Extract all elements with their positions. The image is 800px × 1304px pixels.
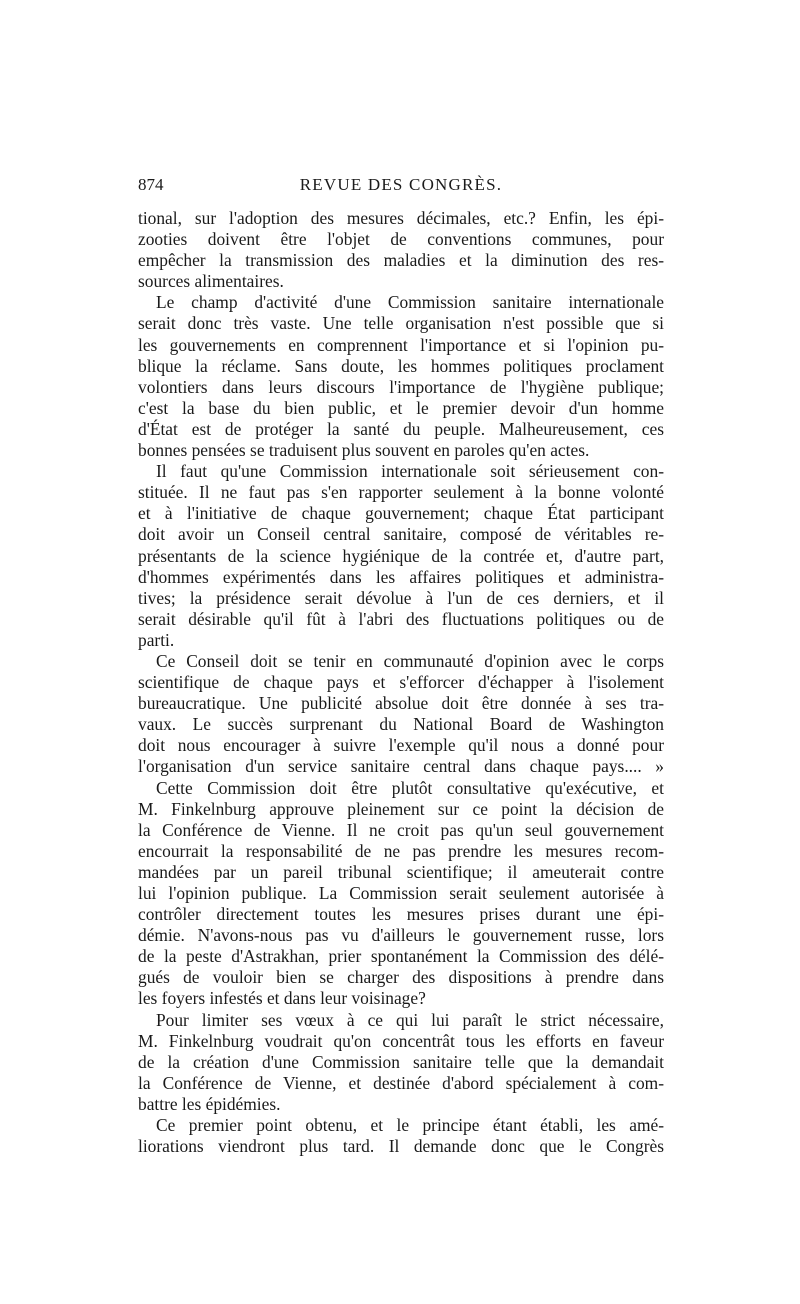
text-line: zooties doivent être l'objet de conventions communes, pour (138, 229, 664, 250)
text-line: battre les épidémies. (138, 1093, 281, 1114)
text-line: Pour limiter ses vœux à ce qui lui paraît le strict nécessaire, (156, 1009, 664, 1030)
text-line: bonnes pensées se traduisent plus souvent en paroles qu'en actes. (138, 440, 590, 461)
page-number: 874 (138, 175, 164, 194)
text-line: serait désirable qu'il fût à l'abri des fluctuations politiques ou de (138, 608, 664, 629)
text-line: sources alimentaires. (138, 271, 284, 292)
text-line: tives; la présidence serait dévolue à l'un de ces derniers, et il (138, 587, 664, 608)
text-line: de la création d'une Commission sanitaire telle que la demandait (138, 1051, 664, 1072)
running-title: REVUE DES CONGRÈS. (299, 175, 503, 194)
text-line: lui l'opinion publique. La Commission serait seulement autorisée à (138, 883, 664, 903)
text-line: présentants de la science hygiénique de la contrée et, d'autre part, (138, 545, 664, 566)
text-line: encourrait la responsabilité de ne pas prendre les mesures recom- (138, 840, 664, 861)
text-line: volontiers dans leurs discours l'importance de l'hygiène publique; (138, 376, 664, 397)
text-line: c'est la base du bien public, et le premier devoir d'un homme (138, 397, 664, 418)
text-line: bureaucratique. Une publicité absolue doit être donnée à ses tra- (138, 693, 664, 714)
text-line: démie. N'avons-nous pas vu d'ailleurs le gouvernement russe, lors (138, 925, 664, 946)
text-line: de la peste d'Astrakhan, prier spontanément la Commission des délé- (138, 946, 664, 967)
text-line: Ce premier point obtenu, et le principe étant établi, les amé- (156, 1115, 664, 1136)
text-line: Le champ d'activité d'une Commission sanitaire internationale (156, 292, 664, 313)
text-line: Cette Commission doit être plutôt consultative qu'exécutive, et (156, 777, 664, 798)
text-line: l'organisation d'un service sanitaire central dans chaque pays.... » (138, 756, 664, 777)
body-text (138, 208, 664, 1157)
text-line: d'État est de protéger la santé du peuple. Malheureusement, ces (138, 418, 664, 439)
text-line: et à l'initiative de chaque gouvernement; chaque État participant (138, 503, 664, 524)
text-line: vaux. Le succès surprenant du National Board de Washington (138, 714, 664, 735)
text-line: tional, sur l'adoption des mesures décimales, etc.? Enfin, les épi- (138, 208, 664, 228)
text-line: les foyers infestés et dans leur voisinage? (138, 988, 426, 1009)
text-line: parti. (138, 629, 175, 650)
text-line: les gouvernements en comprennent l'importance et si l'opinion pu- (138, 334, 664, 355)
text-line: doit nous encourager à suivre l'exemple qu'il nous a donné pour (138, 735, 664, 756)
text-line: gués de vouloir bien se charger des dispositions à prendre dans (138, 967, 664, 988)
text-line: Il faut qu'une Commission internationale soit sérieusement con- (156, 461, 664, 482)
text-line: contrôler directement toutes les mesures prises durant une épi- (138, 904, 664, 925)
text-line: M. Finkelnburg approuve pleinement sur ce point la décision de (138, 798, 664, 819)
text-line: la Conférence de Vienne, et destinée d'abord spécialement à com- (138, 1072, 664, 1093)
text-line: empêcher la transmission des maladies et la diminution des res- (138, 250, 664, 271)
text-line: serait donc très vaste. Une telle organisation n'est possible que si (138, 313, 664, 334)
text-line: stituée. Il ne faut pas s'en rapporter seulement à la bonne volonté (138, 482, 664, 503)
page-header (138, 175, 664, 201)
text-line: la Conférence de Vienne. Il ne croit pas qu'un seul gouvernement (138, 819, 664, 840)
text-line: d'hommes expérimentés dans les affaires politiques et administra- (138, 566, 664, 587)
text-line: blique la réclame. Sans doute, les hommes politiques proclament (138, 355, 664, 376)
text-line: scientifique de chaque pays et s'efforcer d'échapper à l'isolement (138, 672, 664, 693)
text-line: mandées par un pareil tribunal scientifique; il ameuterait contre (138, 861, 664, 882)
text-line: doit avoir un Conseil central sanitaire, composé de véritables re- (138, 524, 664, 545)
text-line: M. Finkelnburg voudrait qu'on concentrât tous les efforts en faveur (138, 1030, 664, 1051)
text-line: liorations viendront plus tard. Il demande donc que le Congrès (138, 1136, 664, 1157)
text-line: Ce Conseil doit se tenir en communauté d'opinion avec le corps (156, 650, 664, 671)
